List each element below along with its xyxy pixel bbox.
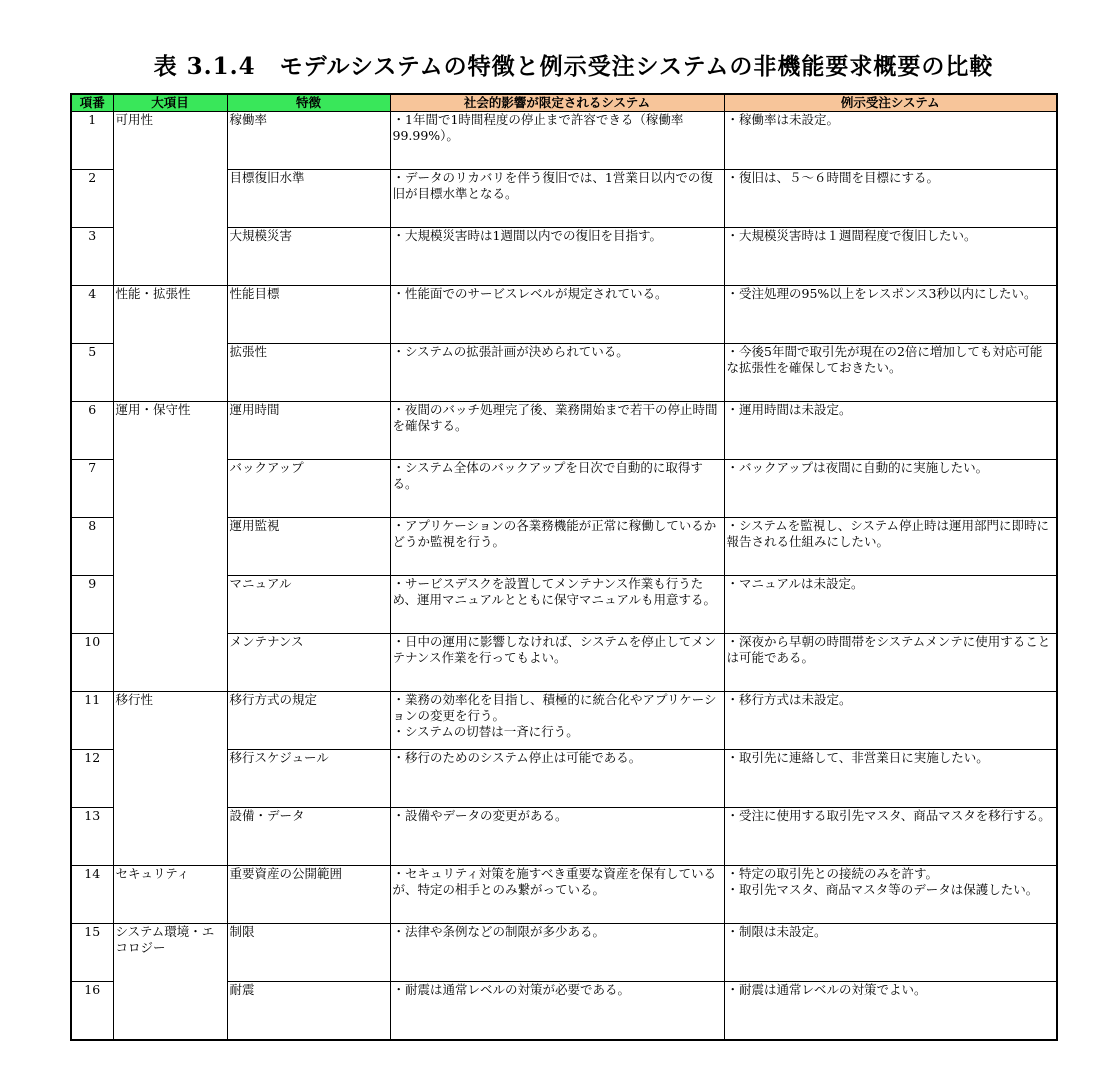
row-model-system: ・移行のためのシステム停止は可能である。: [390, 750, 724, 808]
table-row: [71, 460, 1057, 518]
row-category: システム環境・エコロジー: [113, 924, 227, 982]
row-example-system: ・稼働率は未設定。: [724, 112, 1057, 170]
row-example-system: ・受注に使用する取引先マスタ、商品マスタを移行する。: [724, 808, 1057, 866]
row-number: 4: [71, 286, 113, 344]
row-category: [113, 576, 227, 634]
table-row: [71, 924, 1057, 982]
table-body: [71, 112, 1057, 1040]
row-category: [113, 808, 227, 866]
row-example-system: ・特定の取引先との接続のみを許す。 ・取引先マスタ、商品マスタ等のデータは保護したい。: [724, 866, 1057, 924]
row-category: 性能・拡張性: [113, 286, 227, 344]
table-row: [71, 402, 1057, 460]
row-number: 3: [71, 228, 113, 286]
row-model-system: ・夜間のバッチ処理完了後、業務開始まで若干の停止時間を確保する。: [390, 402, 724, 460]
table-row: [71, 170, 1057, 228]
table-row: [71, 576, 1057, 634]
row-feature: 運用時間: [227, 402, 390, 460]
row-example-system: ・バックアップは夜間に自動的に実施したい。: [724, 460, 1057, 518]
row-feature: 運用監視: [227, 518, 390, 576]
header-no: 項番: [71, 94, 113, 112]
row-example-system: ・大規模災害時は１週間程度で復旧したい。: [724, 228, 1057, 286]
row-example-system: ・深夜から早朝の時間帯をシステムメンテに使用することは可能である。: [724, 634, 1057, 692]
row-feature: 制限: [227, 924, 390, 982]
row-category: [113, 460, 227, 518]
row-model-system: ・サービスデスクを設置してメンテナンス作業も行うため、運用マニュアルとともに保守マニュアルも用意する。: [390, 576, 724, 634]
row-example-system: ・今後5年間で取引先が現在の2倍に増加しても対応可能な拡張性を確保しておきたい。: [724, 344, 1057, 402]
header-feature: 特徴: [227, 94, 390, 112]
row-number: 15: [71, 924, 113, 982]
row-example-system: ・取引先に連絡して、非営業日に実施したい。: [724, 750, 1057, 808]
row-category: [113, 750, 227, 808]
row-number: 16: [71, 982, 113, 1040]
row-feature: 移行スケジュール: [227, 750, 390, 808]
row-model-system: ・耐震は通常レベルの対策が必要である。: [390, 982, 724, 1040]
row-category: [113, 634, 227, 692]
row-feature: マニュアル: [227, 576, 390, 634]
row-model-system: ・1年間で1時間程度の停止まで許容できる（稼働率99.99%）。: [390, 112, 724, 170]
row-feature: 性能目標: [227, 286, 390, 344]
row-category: セキュリティ: [113, 866, 227, 924]
row-feature: 移行方式の規定: [227, 692, 390, 750]
row-model-system: ・アプリケーションの各業務機能が正常に稼働しているかどうか監視を行う。: [390, 518, 724, 576]
row-model-system: ・大規模災害時は1週間以内での復旧を目指す。: [390, 228, 724, 286]
table-row: [71, 228, 1057, 286]
row-number: 13: [71, 808, 113, 866]
row-category: [113, 228, 227, 286]
table-row: [71, 518, 1057, 576]
table-row: [71, 286, 1057, 344]
row-model-system: ・データのリカバリを伴う復旧では、1営業日以内での復旧が目標水準となる。: [390, 170, 724, 228]
row-example-system: ・システムを監視し、システム停止時は運用部門に即時に報告される仕組みにしたい。: [724, 518, 1057, 576]
row-number: 7: [71, 460, 113, 518]
row-number: 14: [71, 866, 113, 924]
row-category: [113, 982, 227, 1040]
row-example-system: ・移行方式は未設定。: [724, 692, 1057, 750]
row-number: 11: [71, 692, 113, 750]
row-model-system: ・設備やデータの変更がある。: [390, 808, 724, 866]
row-number: 9: [71, 576, 113, 634]
row-number: 10: [71, 634, 113, 692]
row-model-system: ・システム全体のバックアップを日次で自動的に取得する。: [390, 460, 724, 518]
row-model-system: ・日中の運用に影響しなければ、システムを停止してメンテナンス作業を行ってもよい。: [390, 634, 724, 692]
row-feature: 目標復旧水準: [227, 170, 390, 228]
row-number: 1: [71, 112, 113, 170]
row-example-system: ・耐震は通常レベルの対策でよい。: [724, 982, 1057, 1040]
row-category: [113, 170, 227, 228]
row-model-system: ・業務の効率化を目指し、積極的に統合化やアプリケーションの変更を行う。 ・システムの切替は一斉に行う。: [390, 692, 724, 750]
row-category: [113, 344, 227, 402]
row-model-system: ・法律や条例などの制限が多少ある。: [390, 924, 724, 982]
table-row: [71, 808, 1057, 866]
row-category: 移行性: [113, 692, 227, 750]
row-model-system: ・システムの拡張計画が決められている。: [390, 344, 724, 402]
table-row: [71, 750, 1057, 808]
row-category: 可用性: [113, 112, 227, 170]
header-row: [71, 94, 1057, 112]
header-example-system: 例示受注システム: [724, 94, 1057, 112]
row-example-system: ・復旧は、５～６時間を目標にする。: [724, 170, 1057, 228]
header-category: 大項目: [113, 94, 227, 112]
table-title: 表 3.1.4 モデルシステムの特徴と例示受注システムの非機能要求概要の比較: [153, 53, 994, 80]
row-example-system: ・受注処理の95%以上をレスポンス3秒以内にしたい。: [724, 286, 1057, 344]
row-feature: 拡張性: [227, 344, 390, 402]
table-row: [71, 344, 1057, 402]
table-row: [71, 634, 1057, 692]
row-model-system: ・性能面でのサービスレベルが規定されている。: [390, 286, 724, 344]
row-feature: 耐震: [227, 982, 390, 1040]
table-row: [71, 112, 1057, 170]
row-feature: 稼働率: [227, 112, 390, 170]
row-model-system: ・セキュリティ対策を施すべき重要な資産を保有しているが、特定の相手とのみ繋がっている。: [390, 866, 724, 924]
row-category: 運用・保守性: [113, 402, 227, 460]
row-number: 5: [71, 344, 113, 402]
row-number: 2: [71, 170, 113, 228]
row-feature: メンテナンス: [227, 634, 390, 692]
row-feature: 重要資産の公開範囲: [227, 866, 390, 924]
row-category: [113, 518, 227, 576]
row-number: 6: [71, 402, 113, 460]
row-feature: バックアップ: [227, 460, 390, 518]
row-number: 12: [71, 750, 113, 808]
row-number: 8: [71, 518, 113, 576]
table-row: [71, 692, 1057, 750]
row-example-system: ・運用時間は未設定。: [724, 402, 1057, 460]
table-row: [71, 982, 1057, 1040]
comparison-table: [70, 93, 1058, 1041]
header-model-system: 社会的影響が限定されるシステム: [390, 94, 724, 112]
row-example-system: ・マニュアルは未設定。: [724, 576, 1057, 634]
row-example-system: ・制限は未設定。: [724, 924, 1057, 982]
row-feature: 設備・データ: [227, 808, 390, 866]
row-feature: 大規模災害: [227, 228, 390, 286]
table-row: [71, 866, 1057, 924]
